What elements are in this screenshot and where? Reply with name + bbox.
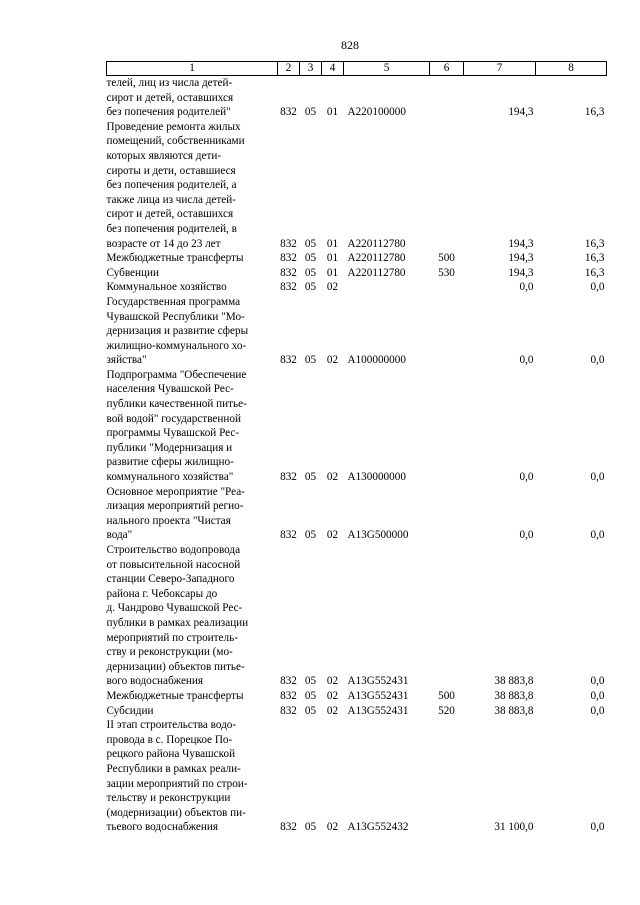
amount-executed: 0,0	[590, 471, 605, 484]
table-header	[107, 62, 607, 76]
table-row	[107, 120, 607, 251]
description-line: Субсидии	[106, 704, 154, 717]
target-article-code: А220100000	[347, 106, 406, 119]
expense-type-code: 500	[438, 252, 455, 265]
amount-executed: 0,0	[590, 704, 605, 717]
description-line: публики качественной питье-	[106, 398, 247, 411]
column-header: 7	[464, 62, 536, 76]
description-line: зации мероприятий по строи-	[106, 777, 248, 790]
description-line: также лица из числа детей-	[106, 193, 236, 206]
target-article-code: А100000000	[347, 354, 406, 367]
expense-type-code	[430, 485, 464, 543]
description-line: Коммунальное хозяйство	[106, 281, 227, 294]
expense-type-code	[430, 76, 464, 120]
amount-executed: 16,3	[584, 106, 605, 119]
target-article-code: А13G552431	[347, 689, 409, 702]
section-code: 05	[304, 281, 317, 294]
description-line: Республики в рамках реали-	[106, 762, 241, 775]
table-row	[107, 251, 607, 266]
row-description	[107, 543, 278, 689]
ministry-code: 832	[280, 471, 297, 484]
description-line: без попечения родителей"	[106, 106, 231, 119]
ministry-code: 832	[280, 529, 297, 542]
ministry-code: 832	[280, 704, 297, 717]
description-line: Подпрограмма "Обеспечение	[106, 368, 247, 381]
subsection-code: 02	[326, 529, 339, 542]
ministry-code: 832	[280, 252, 297, 265]
section-code: 05	[304, 675, 317, 688]
subsection-code: 02	[326, 281, 339, 294]
ministry-code: 832	[280, 689, 297, 702]
description-line: от повысительной насосной	[106, 558, 241, 571]
ministry-code: 832	[280, 106, 297, 119]
amount-approved: 0,0	[519, 354, 534, 367]
description-line: вого водоснабжения	[106, 675, 204, 688]
section-code: 05	[304, 689, 317, 702]
amount-executed: 0,0	[590, 354, 605, 367]
amount-executed: 16,3	[584, 237, 605, 250]
subsection-code: 01	[326, 252, 339, 265]
description-line: дернизации) объектов питье-	[106, 660, 245, 673]
amount-approved: 194,3	[508, 266, 534, 279]
description-line: Государственная программа	[106, 295, 241, 308]
description-line: (модернизации) объектов пи-	[106, 806, 246, 819]
column-header: 8	[536, 62, 607, 76]
column-header: 3	[300, 62, 322, 76]
amount-approved: 38 883,8	[494, 704, 534, 717]
description-line: рецкого района Чувашской	[106, 748, 236, 761]
table-row	[107, 485, 607, 543]
amount-executed: 0,0	[590, 675, 605, 688]
description-line: Строительство водопровода	[106, 544, 241, 556]
amount-approved: 194,3	[508, 237, 534, 250]
page-number: 828	[341, 38, 359, 52]
section-code: 05	[304, 237, 317, 250]
row-description	[107, 295, 278, 368]
description-line: вой водой" государственной	[106, 412, 241, 425]
subsection-code: 02	[326, 675, 339, 688]
table-body	[107, 76, 607, 835]
ministry-code: 832	[280, 821, 297, 834]
table-row	[107, 295, 607, 368]
target-article-code: А13G552432	[347, 821, 409, 834]
description-line: без попечения родителей, в	[106, 222, 237, 235]
description-line: развитие сферы жилищно-	[106, 456, 234, 469]
expense-type-code: 530	[438, 266, 455, 279]
row-description	[107, 120, 278, 251]
section-code: 05	[304, 252, 317, 265]
amount-executed: 0,0	[590, 821, 605, 834]
description-line: жилищно-коммунального хо-	[106, 339, 247, 352]
row-description	[107, 485, 278, 543]
target-article-code	[344, 280, 430, 295]
amount-executed: 0,0	[590, 529, 605, 542]
table-row	[107, 280, 607, 295]
description-line: района г. Чебоксары до	[106, 587, 218, 600]
amount-approved: 0,0	[519, 529, 534, 542]
ministry-code: 832	[280, 237, 297, 250]
description-line: д. Чандрово Чувашской Рес-	[106, 602, 243, 615]
table-row	[107, 368, 607, 485]
table-row	[107, 543, 607, 689]
table-row	[107, 718, 607, 835]
amount-approved: 38 883,8	[494, 689, 534, 702]
description-line: публики в рамках реализации	[106, 616, 249, 629]
amount-approved: 31 100,0	[494, 821, 534, 834]
subsection-code: 02	[326, 704, 339, 717]
description-line: Межбюджетные трансферты	[106, 252, 244, 265]
description-line: нального проекта "Чистая	[106, 514, 231, 527]
ministry-code: 832	[280, 266, 297, 279]
amount-executed: 16,3	[584, 252, 605, 265]
description-line: сирот и детей, оставшихся	[106, 91, 234, 104]
description-line: сирот и детей, оставшихся	[106, 208, 234, 221]
column-number-row	[107, 62, 607, 76]
amount-approved: 194,3	[508, 252, 534, 265]
expense-type-code	[430, 280, 464, 295]
description-line: Межбюджетные трансферты	[106, 689, 244, 702]
description-line: лизация мероприятий регио-	[106, 500, 244, 513]
description-line: возрасте от 14 до 23 лет	[106, 237, 221, 250]
section-code: 05	[304, 106, 317, 119]
description-line: помещений, собственниками	[106, 135, 245, 148]
section-code: 05	[304, 821, 317, 834]
target-article-code: А13G500000	[347, 529, 409, 542]
description-line: дернизация и развитие сферы	[106, 325, 249, 338]
expense-type-code	[430, 368, 464, 485]
target-article-code: А220112780	[347, 252, 406, 265]
amount-approved: 194,3	[508, 106, 534, 119]
table-row	[107, 704, 607, 719]
subsection-code: 01	[326, 106, 339, 119]
expense-type-code	[430, 718, 464, 835]
ministry-code: 832	[280, 675, 297, 688]
budget-table	[106, 61, 607, 835]
row-description	[107, 251, 278, 266]
description-line: Основное мероприятие "Реа-	[106, 485, 245, 498]
section-code: 05	[304, 529, 317, 542]
column-header: 5	[344, 62, 430, 76]
row-description	[107, 76, 278, 120]
expense-type-code: 500	[438, 689, 455, 702]
subsection-code: 02	[326, 689, 339, 702]
target-article-code: А220112780	[347, 237, 406, 250]
description-line: которых являются дети-	[106, 149, 222, 162]
row-description	[107, 704, 278, 719]
row-description	[107, 689, 278, 704]
target-article-code: А130000000	[347, 471, 406, 484]
row-description	[107, 718, 278, 835]
table-row	[107, 689, 607, 704]
description-line: вода"	[106, 529, 133, 542]
description-line: мероприятий по строитель-	[106, 631, 238, 644]
description-line: II этап строительства водо-	[106, 719, 237, 732]
ministry-code: 832	[280, 281, 297, 294]
amount-approved: 0,0	[519, 281, 534, 294]
section-code: 05	[304, 704, 317, 717]
description-line: Субвенции	[106, 266, 159, 279]
subsection-code: 02	[326, 471, 339, 484]
description-line: населения Чувашской Рес-	[106, 383, 234, 396]
subsection-code: 02	[326, 354, 339, 367]
column-header: 6	[430, 62, 464, 76]
column-header: 4	[322, 62, 344, 76]
target-article-code: А13G552431	[347, 704, 409, 717]
subsection-code: 01	[326, 237, 339, 250]
description-line: программы Чувашской Рес-	[106, 427, 240, 440]
column-header: 1	[107, 62, 278, 76]
subsection-code: 02	[326, 821, 339, 834]
row-description	[107, 280, 278, 295]
target-article-code: А13G552431	[347, 675, 409, 688]
expense-type-code	[430, 120, 464, 251]
amount-executed: 16,3	[584, 266, 605, 279]
description-line: публики "Модернизация и	[106, 441, 233, 454]
row-description	[107, 368, 278, 485]
amount-approved: 38 883,8	[494, 675, 534, 688]
description-line: ству и реконструкции (мо-	[106, 646, 233, 659]
description-line: коммунального хозяйства"	[106, 471, 234, 484]
description-line: телей, лиц из числа детей-	[106, 77, 233, 89]
expense-type-code: 520	[438, 704, 455, 717]
description-line: Проведение ремонта жилых	[106, 120, 241, 133]
section-code: 05	[304, 471, 317, 484]
ministry-code: 832	[280, 354, 297, 367]
description-line: Чувашской Республики "Мо-	[106, 310, 245, 323]
description-line: без попечения родителей, а	[106, 179, 237, 192]
amount-executed: 0,0	[590, 281, 605, 294]
section-code: 05	[304, 266, 317, 279]
column-header: 2	[278, 62, 300, 76]
expense-type-code	[430, 543, 464, 689]
table-row	[107, 266, 607, 281]
description-line: тельству и реконструкции	[106, 792, 231, 805]
expense-type-code	[430, 295, 464, 368]
description-line: тьевого водоснабжения	[106, 821, 218, 834]
subsection-code: 01	[326, 266, 339, 279]
section-code: 05	[304, 354, 317, 367]
description-line: зяйства"	[106, 354, 147, 367]
description-line: сироты и дети, оставшиеся	[106, 164, 236, 177]
row-description	[107, 266, 278, 281]
target-article-code: А220112780	[347, 266, 406, 279]
amount-approved: 0,0	[519, 471, 534, 484]
description-line: провода в с. Порецкое По-	[106, 733, 233, 746]
table-row	[107, 76, 607, 120]
description-line: станции Северо-Западного	[106, 573, 235, 586]
amount-executed: 0,0	[590, 689, 605, 702]
